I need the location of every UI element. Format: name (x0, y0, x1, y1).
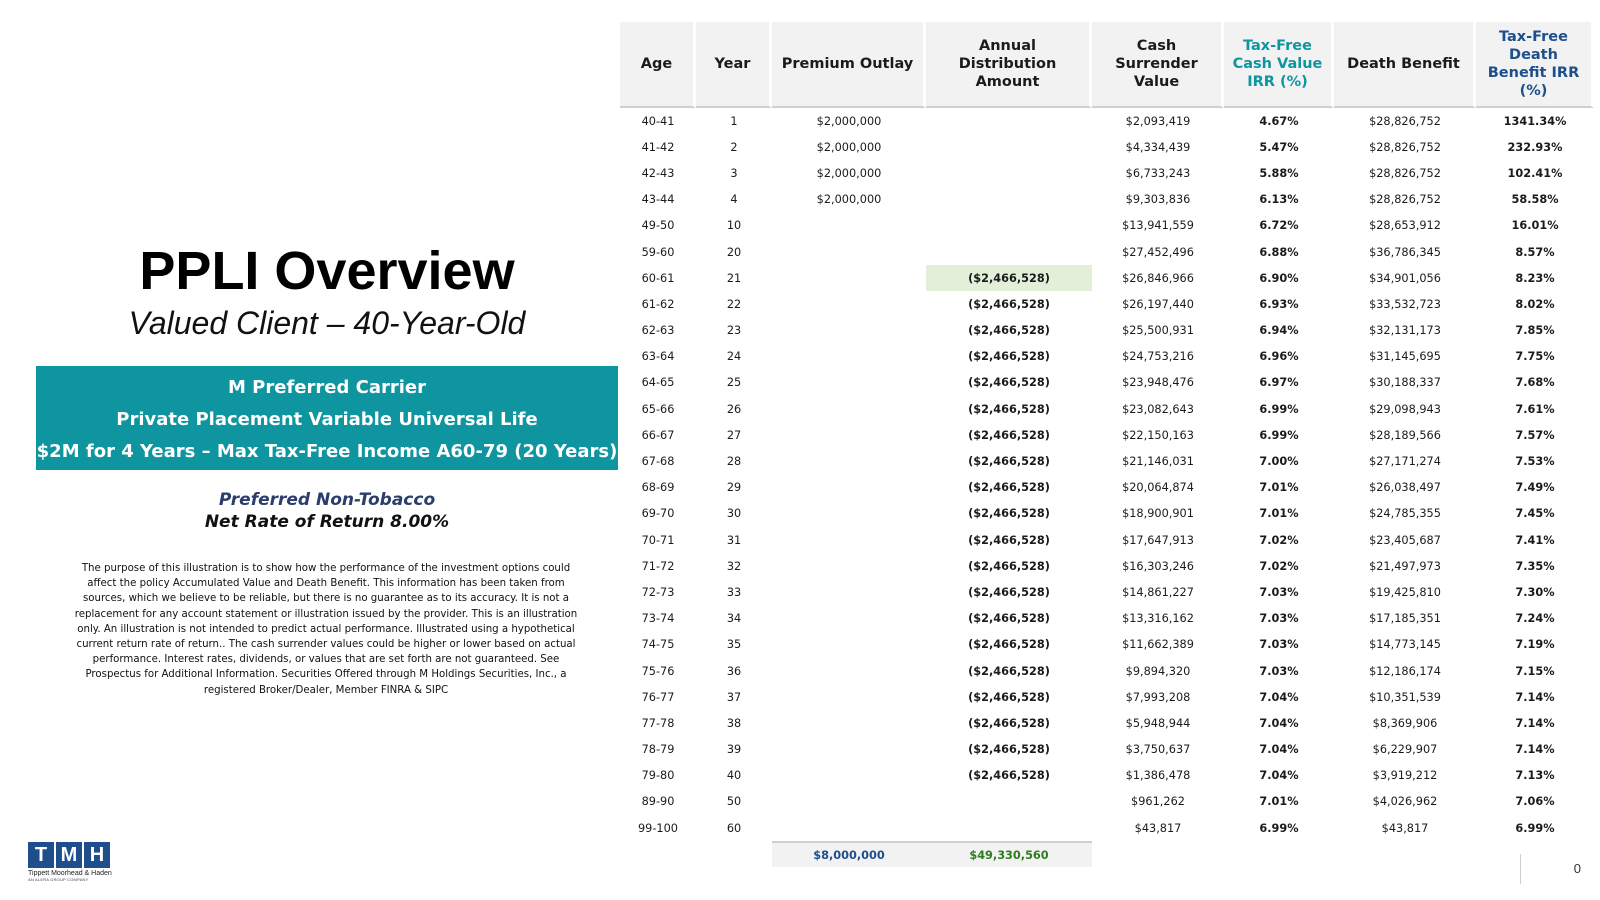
cell-cash-surrender-value: $27,452,496 (1122, 245, 1194, 259)
cell-death-benefit: $28,826,752 (1369, 166, 1441, 180)
table-row (620, 108, 1594, 134)
cell-death-benefit: $3,919,212 (1372, 769, 1438, 783)
cell-age: 73-74 (641, 612, 675, 626)
cell-premium-outlay (772, 606, 926, 632)
cell-annual-distribution: ($2,466,528) (968, 350, 1050, 364)
cell-age: 71-72 (641, 559, 675, 573)
cell-cash-surrender-value: $1,386,478 (1125, 769, 1191, 783)
cell-year: 21 (726, 271, 742, 285)
cell-cash-surrender-value: $9,303,836 (1125, 193, 1191, 207)
cell-premium-outlay (772, 396, 926, 422)
page-subtitle: Valued Client – 40-Year-Old (128, 305, 526, 341)
cell-cash-value-irr: 6.99% (1259, 402, 1299, 416)
cell-age: 41-42 (641, 140, 675, 154)
table-row (620, 187, 1594, 213)
table-row (620, 344, 1594, 370)
cell-death-benefit-irr: 7.13% (1515, 769, 1555, 783)
cell-age: 61-62 (641, 297, 675, 311)
cell-premium-outlay (772, 710, 926, 736)
cell-premium-outlay (772, 265, 926, 291)
cell-annual-distribution: ($2,466,528) (968, 324, 1050, 338)
logo-letter-t: T (28, 842, 54, 868)
cell-cash-value-irr: 6.13% (1259, 193, 1299, 207)
cell-year: 33 (726, 585, 742, 599)
cell-cash-surrender-value: $43,817 (1134, 821, 1182, 835)
cell-premium-outlay (772, 789, 926, 815)
cell-cash-value-irr: 7.01% (1259, 795, 1299, 809)
cell-age: 75-76 (641, 664, 675, 678)
table-row (620, 606, 1594, 632)
cell-annual-distribution (926, 239, 1092, 265)
table-row (620, 239, 1594, 265)
page-number: 0 (1520, 854, 1581, 884)
cell-age: 72-73 (641, 585, 675, 599)
cell-death-benefit-irr: 7.45% (1515, 507, 1555, 521)
cell-death-benefit: $28,189,566 (1369, 428, 1441, 442)
cell-annual-distribution: ($2,466,528) (968, 533, 1050, 547)
cell-death-benefit-irr: 58.58% (1511, 193, 1559, 207)
cell-death-benefit-irr: 232.93% (1507, 140, 1563, 154)
cell-cash-surrender-value: $22,150,163 (1122, 428, 1194, 442)
cell-annual-distribution: ($2,466,528) (968, 481, 1050, 495)
cell-age: 66-67 (641, 428, 675, 442)
cell-cash-value-irr: 7.02% (1259, 533, 1299, 547)
logo-tagline: AN ALERA GROUP COMPANY (28, 877, 89, 882)
cell-death-benefit-irr: 8.57% (1515, 245, 1555, 259)
table-row (620, 763, 1594, 789)
table-row (620, 553, 1594, 579)
cell-age: 99-100 (637, 821, 678, 835)
cell-year: 23 (726, 324, 742, 338)
cell-cash-surrender-value: $21,146,031 (1122, 455, 1194, 469)
table-row (620, 789, 1594, 815)
cell-premium-outlay: $2,000,000 (816, 140, 882, 154)
cell-death-benefit-irr: 7.53% (1515, 455, 1555, 469)
cell-year: 4 (730, 193, 738, 207)
totals-spacer-age (620, 841, 696, 867)
cell-year: 22 (726, 297, 742, 311)
logo-company-name: Tippett Moorhead & Haden (28, 870, 112, 877)
header-cash-surrender-value: Cash Surrender Value (1092, 22, 1224, 108)
cell-cash-value-irr: 7.04% (1259, 743, 1299, 757)
cell-cash-value-irr: 7.04% (1259, 769, 1299, 783)
cell-cash-surrender-value: $6,733,243 (1125, 166, 1191, 180)
cell-premium-outlay (772, 632, 926, 658)
cell-death-benefit: $6,229,907 (1372, 743, 1438, 757)
cell-cash-value-irr: 7.03% (1259, 664, 1299, 678)
cell-premium-outlay: $2,000,000 (816, 166, 882, 180)
cell-year: 30 (726, 507, 742, 521)
cell-year: 29 (726, 481, 742, 495)
cell-death-benefit-irr: 7.14% (1515, 690, 1555, 704)
cell-premium-outlay (772, 291, 926, 317)
cell-annual-distribution: ($2,466,528) (968, 769, 1050, 783)
cell-age: 74-75 (641, 638, 675, 652)
cell-cash-surrender-value: $7,993,208 (1125, 690, 1191, 704)
cell-death-benefit: $21,497,973 (1369, 559, 1441, 573)
cell-death-benefit: $26,038,497 (1369, 481, 1441, 495)
net-rate: Net Rate of Return 8.00% (204, 512, 450, 532)
cell-annual-distribution: ($2,466,528) (968, 664, 1050, 678)
cell-age: 70-71 (641, 533, 675, 547)
cell-death-benefit: $8,369,906 (1372, 716, 1438, 730)
cell-year: 27 (726, 428, 742, 442)
cell-annual-distribution: ($2,466,528) (968, 455, 1050, 469)
cell-age: 62-63 (641, 324, 675, 338)
cell-age: 79-80 (641, 769, 675, 783)
cell-cash-surrender-value: $26,846,966 (1122, 271, 1194, 285)
cell-year: 24 (726, 350, 742, 364)
cell-annual-distribution (926, 160, 1092, 186)
cell-death-benefit-irr: 7.49% (1515, 481, 1555, 495)
cell-annual-distribution: ($2,466,528) (968, 716, 1050, 730)
logo-letter-m: M (56, 842, 82, 868)
cell-age: 43-44 (641, 193, 675, 207)
cell-death-benefit: $23,405,687 (1369, 533, 1441, 547)
cell-year: 3 (730, 166, 738, 180)
cell-annual-distribution: ($2,466,528) (926, 265, 1092, 291)
funding-summary: $2M for 4 Years – Max Tax-Free Income A60-79 (20 Years) (36, 441, 618, 462)
table-row (620, 475, 1594, 501)
cell-age: 40-41 (641, 114, 675, 128)
cell-year: 20 (726, 245, 742, 259)
header-cash-value-irr: Tax-Free Cash Value IRR (%) (1224, 22, 1334, 108)
cell-cash-value-irr: 6.99% (1259, 821, 1299, 835)
cell-death-benefit: $27,171,274 (1369, 455, 1441, 469)
cell-cash-value-irr: 7.00% (1259, 455, 1299, 469)
cell-death-benefit-irr: 7.41% (1515, 533, 1555, 547)
table-row (620, 396, 1594, 422)
header-death-benefit: Death Benefit (1334, 22, 1476, 108)
cell-cash-value-irr: 7.03% (1259, 585, 1299, 599)
cell-premium-outlay (772, 318, 926, 344)
header-age: Age (620, 22, 696, 108)
cell-premium-outlay (772, 448, 926, 474)
cell-death-benefit-irr: 6.99% (1515, 821, 1555, 835)
cell-year: 2 (730, 140, 738, 154)
carrier-name: M Preferred Carrier (228, 377, 426, 398)
cell-annual-distribution (926, 187, 1092, 213)
table-row (620, 684, 1594, 710)
cell-cash-surrender-value: $18,900,901 (1122, 507, 1194, 521)
cell-year: 35 (726, 638, 742, 652)
cell-age: 60-61 (641, 271, 675, 285)
table-body (620, 108, 1594, 841)
cell-cash-value-irr: 7.03% (1259, 612, 1299, 626)
table-row (620, 815, 1594, 841)
cell-cash-value-irr: 7.04% (1259, 716, 1299, 730)
cell-year: 32 (726, 559, 742, 573)
cell-age: 63-64 (641, 350, 675, 364)
cell-premium-outlay (772, 579, 926, 605)
cell-cash-surrender-value: $14,861,227 (1122, 585, 1194, 599)
cell-cash-surrender-value: $9,894,320 (1125, 664, 1191, 678)
cell-death-benefit-irr: 16.01% (1511, 219, 1559, 233)
cell-death-benefit: $28,826,752 (1369, 193, 1441, 207)
cell-death-benefit: $28,826,752 (1369, 114, 1441, 128)
cell-death-benefit: $36,786,345 (1369, 245, 1441, 259)
cell-cash-surrender-value: $23,948,476 (1122, 376, 1194, 390)
cell-death-benefit: $28,653,912 (1369, 219, 1441, 233)
cell-age: 68-69 (641, 481, 675, 495)
cell-death-benefit: $28,826,752 (1369, 140, 1441, 154)
cell-death-benefit: $43,817 (1381, 821, 1429, 835)
table-row (620, 527, 1594, 553)
cell-death-benefit-irr: 7.14% (1515, 743, 1555, 757)
cell-death-benefit-irr: 7.68% (1515, 376, 1555, 390)
cell-annual-distribution (926, 134, 1092, 160)
cell-premium-outlay: $2,000,000 (816, 193, 882, 207)
totals-spacer-db (1334, 841, 1476, 867)
cell-death-benefit-irr: 7.24% (1515, 612, 1555, 626)
cell-annual-distribution: ($2,466,528) (968, 585, 1050, 599)
cell-cash-surrender-value: $13,316,162 (1122, 612, 1194, 626)
cell-age: 89-90 (641, 795, 675, 809)
cell-cash-surrender-value: $26,197,440 (1122, 297, 1194, 311)
cell-age: 77-78 (641, 716, 675, 730)
cell-cash-surrender-value: $20,064,874 (1122, 481, 1194, 495)
cell-death-benefit-irr: 7.30% (1515, 585, 1555, 599)
cell-year: 39 (726, 743, 742, 757)
cell-premium-outlay: $2,000,000 (816, 114, 882, 128)
cell-cash-surrender-value: $17,647,913 (1122, 533, 1194, 547)
cell-cash-value-irr: 6.72% (1259, 219, 1299, 233)
cell-cash-surrender-value: $16,303,246 (1122, 559, 1194, 573)
cell-annual-distribution: ($2,466,528) (968, 638, 1050, 652)
cell-death-benefit: $24,785,355 (1369, 507, 1441, 521)
cell-cash-surrender-value: $3,750,637 (1125, 743, 1191, 757)
cell-cash-value-irr: 5.88% (1259, 166, 1299, 180)
cell-death-benefit: $34,901,056 (1369, 271, 1441, 285)
cell-premium-outlay (772, 239, 926, 265)
cell-death-benefit: $19,425,810 (1369, 585, 1441, 599)
totals-spacer-cv-irr (1224, 841, 1334, 867)
cell-annual-distribution: ($2,466,528) (968, 743, 1050, 757)
cell-death-benefit-irr: 7.85% (1515, 324, 1555, 338)
cell-death-benefit: $14,773,145 (1369, 638, 1441, 652)
cell-premium-outlay (772, 475, 926, 501)
company-logo (28, 842, 128, 882)
cell-premium-outlay (772, 344, 926, 370)
table-row (620, 632, 1594, 658)
cell-annual-distribution: ($2,466,528) (968, 612, 1050, 626)
cell-year: 36 (726, 664, 742, 678)
table-row (620, 658, 1594, 684)
cell-annual-distribution: ($2,466,528) (968, 690, 1050, 704)
cell-death-benefit: $32,131,173 (1369, 324, 1441, 338)
cell-premium-outlay (772, 527, 926, 553)
total-distribution: $49,330,560 (926, 841, 1092, 867)
disclaimer-text: The purpose of this illustration is to show how the performance of the investment options could affect the policy Accumulated Value and Death Benefit. This information has been taken from sources, which we believe to be reliable, but there is no guarantee as to its accuracy. It is not a replacement for any account statement or illustration issued by the provider. This is an illustration only. An illustration is not intended to predict actual performance. Illustrated using a hypothetical current return rate of return.. The cash surrender values could be higher or lower based on actual performance. Interest rates, dividends, or values that are set forth are not guaranteed. See Prospectus for Additional Information. Securities Offered through M Holdings Securities, Inc., a registered Broker/Dealer, Member FINRA & SIPC (74, 563, 578, 696)
table-row (620, 370, 1594, 396)
cell-premium-outlay (772, 501, 926, 527)
cell-premium-outlay (772, 422, 926, 448)
cell-death-benefit: $12,186,174 (1369, 664, 1441, 678)
cell-death-benefit-irr: 1341.34% (1503, 114, 1567, 128)
cell-age: 67-68 (641, 455, 675, 469)
cell-cash-value-irr: 4.67% (1259, 114, 1299, 128)
cell-year: 40 (726, 769, 742, 783)
cell-cash-value-irr: 6.88% (1259, 245, 1299, 259)
logo-letters (28, 842, 128, 868)
cell-annual-distribution (926, 213, 1092, 239)
totals-row (620, 841, 1594, 867)
cell-year: 34 (726, 612, 742, 626)
table-row (620, 422, 1594, 448)
cell-cash-value-irr: 6.93% (1259, 297, 1299, 311)
table-row (620, 710, 1594, 736)
cell-year: 1 (730, 114, 738, 128)
cell-annual-distribution: ($2,466,528) (968, 297, 1050, 311)
cell-premium-outlay (772, 213, 926, 239)
cell-year: 10 (726, 219, 742, 233)
cell-year: 28 (726, 455, 742, 469)
cell-premium-outlay (772, 737, 926, 763)
cell-cash-value-irr: 7.03% (1259, 638, 1299, 652)
logo-letter-h: H (84, 842, 110, 868)
cell-annual-distribution: ($2,466,528) (968, 402, 1050, 416)
cell-premium-outlay (772, 815, 926, 841)
table-row (620, 265, 1594, 291)
cell-cash-surrender-value: $25,500,931 (1122, 324, 1194, 338)
cell-year: 37 (726, 690, 742, 704)
cell-death-benefit-irr: 102.41% (1507, 166, 1563, 180)
cell-cash-surrender-value: $11,662,389 (1122, 638, 1194, 652)
illustration-table (620, 22, 1594, 867)
totals-spacer-year (696, 841, 772, 867)
cell-death-benefit-irr: 7.57% (1515, 428, 1555, 442)
cell-age: 78-79 (641, 743, 675, 757)
totals-spacer-csv (1092, 841, 1224, 867)
total-premium: $8,000,000 (772, 841, 926, 867)
header-year: Year (696, 22, 772, 108)
cell-death-benefit-irr: 7.35% (1515, 559, 1555, 573)
cell-age: 42-43 (641, 166, 675, 180)
cell-death-benefit-irr: 7.06% (1515, 795, 1555, 809)
header-death-benefit-irr: Tax-Free Death Benefit IRR (%) (1476, 22, 1594, 108)
cell-year: 60 (726, 821, 742, 835)
cell-cash-surrender-value: $961,262 (1131, 795, 1185, 809)
cell-annual-distribution (926, 108, 1092, 134)
cell-cash-value-irr: 6.90% (1259, 271, 1299, 285)
cell-cash-value-irr: 7.04% (1259, 690, 1299, 704)
cell-cash-value-irr: 5.47% (1259, 140, 1299, 154)
cell-age: 49-50 (641, 219, 675, 233)
cell-death-benefit: $30,188,337 (1369, 376, 1441, 390)
cell-premium-outlay (772, 370, 926, 396)
cell-annual-distribution (926, 815, 1092, 841)
cell-death-benefit-irr: 7.14% (1515, 716, 1555, 730)
cell-cash-surrender-value: $4,334,439 (1125, 140, 1191, 154)
table-row (620, 318, 1594, 344)
rate-class: Preferred Non-Tobacco (218, 490, 436, 510)
cell-premium-outlay (772, 658, 926, 684)
table-header-row (620, 22, 1594, 108)
cell-annual-distribution: ($2,466,528) (968, 559, 1050, 573)
table-row (620, 737, 1594, 763)
cell-cash-surrender-value: $2,093,419 (1125, 114, 1191, 128)
cell-death-benefit-irr: 7.61% (1515, 402, 1555, 416)
cell-death-benefit-irr: 7.15% (1515, 664, 1555, 678)
cell-death-benefit: $29,098,943 (1369, 402, 1441, 416)
cell-annual-distribution: ($2,466,528) (968, 376, 1050, 390)
cell-death-benefit: $33,532,723 (1369, 297, 1441, 311)
cell-annual-distribution: ($2,466,528) (968, 428, 1050, 442)
cell-year: 25 (726, 376, 742, 390)
policy-banner (36, 366, 618, 470)
table-row (620, 291, 1594, 317)
page-title: PPLI Overview (139, 241, 515, 301)
cell-cash-surrender-value: $24,753,216 (1122, 350, 1194, 364)
cell-premium-outlay (772, 684, 926, 710)
cell-year: 26 (726, 402, 742, 416)
cell-cash-value-irr: 6.97% (1259, 376, 1299, 390)
cell-cash-value-irr: 7.02% (1259, 559, 1299, 573)
cell-premium-outlay (772, 553, 926, 579)
table-row (620, 501, 1594, 527)
table-row (620, 579, 1594, 605)
cell-death-benefit-irr: 8.02% (1515, 297, 1555, 311)
table-row (620, 134, 1594, 160)
cell-annual-distribution (926, 789, 1092, 815)
cell-age: 64-65 (641, 376, 675, 390)
cell-cash-surrender-value: $5,948,944 (1125, 716, 1191, 730)
product-name: Private Placement Variable Universal Life (116, 409, 538, 430)
cell-cash-surrender-value: $23,082,643 (1122, 402, 1194, 416)
cell-year: 31 (726, 533, 742, 547)
table-row (620, 213, 1594, 239)
cell-age: 65-66 (641, 402, 675, 416)
cell-death-benefit-irr: 7.19% (1515, 638, 1555, 652)
cell-cash-value-irr: 6.94% (1259, 324, 1299, 338)
cell-cash-value-irr: 7.01% (1259, 481, 1299, 495)
cell-age: 59-60 (641, 245, 675, 259)
cell-death-benefit-irr: 7.75% (1515, 350, 1555, 364)
cell-death-benefit: $17,185,351 (1369, 612, 1441, 626)
cell-death-benefit: $4,026,962 (1372, 795, 1438, 809)
cell-death-benefit: $10,351,539 (1369, 690, 1441, 704)
cell-cash-value-irr: 7.01% (1259, 507, 1299, 521)
table-row (620, 160, 1594, 186)
cell-premium-outlay (772, 763, 926, 789)
cell-cash-surrender-value: $13,941,559 (1122, 219, 1194, 233)
cell-cash-value-irr: 6.96% (1259, 350, 1299, 364)
cell-year: 50 (726, 795, 742, 809)
header-premium-outlay: Premium Outlay (772, 22, 926, 108)
cell-age: 76-77 (641, 690, 675, 704)
table-row (620, 448, 1594, 474)
cell-year: 38 (726, 716, 742, 730)
cell-annual-distribution: ($2,466,528) (968, 507, 1050, 521)
cell-death-benefit-irr: 8.23% (1515, 271, 1555, 285)
header-annual-distribution: Annual Distribution Amount (926, 22, 1092, 108)
cell-death-benefit: $31,145,695 (1369, 350, 1441, 364)
cell-age: 69-70 (641, 507, 675, 521)
cell-cash-value-irr: 6.99% (1259, 428, 1299, 442)
